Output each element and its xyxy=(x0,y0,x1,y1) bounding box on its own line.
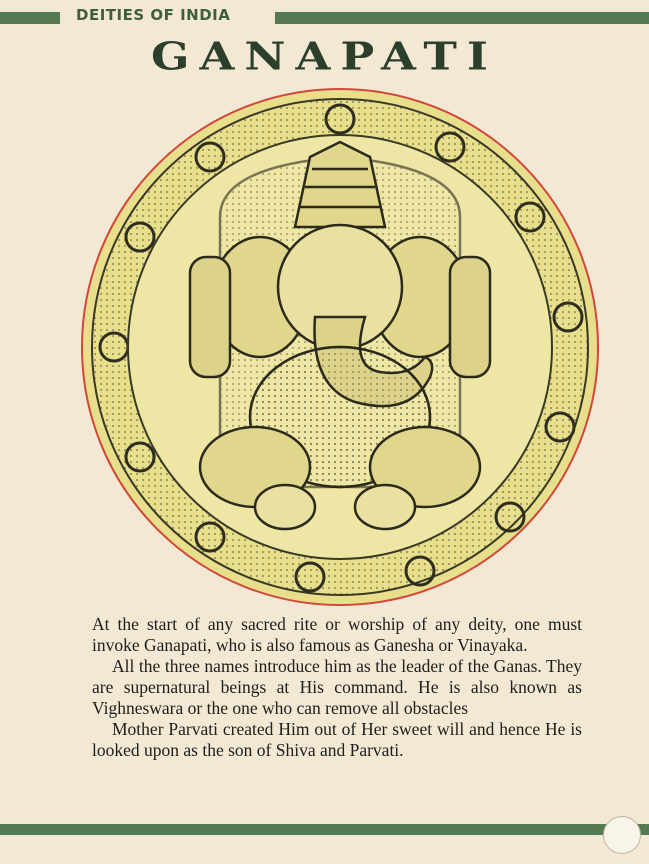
section-label: DEITIES OF INDIA xyxy=(76,6,231,24)
article-body xyxy=(92,614,582,761)
page-title: GANAPATI xyxy=(151,33,498,80)
ganapati-figure xyxy=(190,142,490,529)
publisher-logo xyxy=(603,816,641,854)
article-paragraph: At the start of any sacred rite or worship of any deity, one must invoke Ganapati, who is also famous as Ganesha or Vinayaka. xyxy=(92,614,582,655)
header-rule-right xyxy=(275,12,649,24)
header-rule-left xyxy=(0,12,60,24)
ganapati-medallion xyxy=(80,87,600,607)
article-paragraph: All the three names introduce him as the leader of the Ganas. They are supernatural beings at His command. He is also known as Vighneswara or the one who can remove all obstacles xyxy=(92,656,582,718)
article-paragraph: Mother Parvati created Him out of Her sweet will and hence He is looked upon as the son of Shiva and Parvati. xyxy=(92,719,582,760)
footer-rule xyxy=(0,824,649,835)
